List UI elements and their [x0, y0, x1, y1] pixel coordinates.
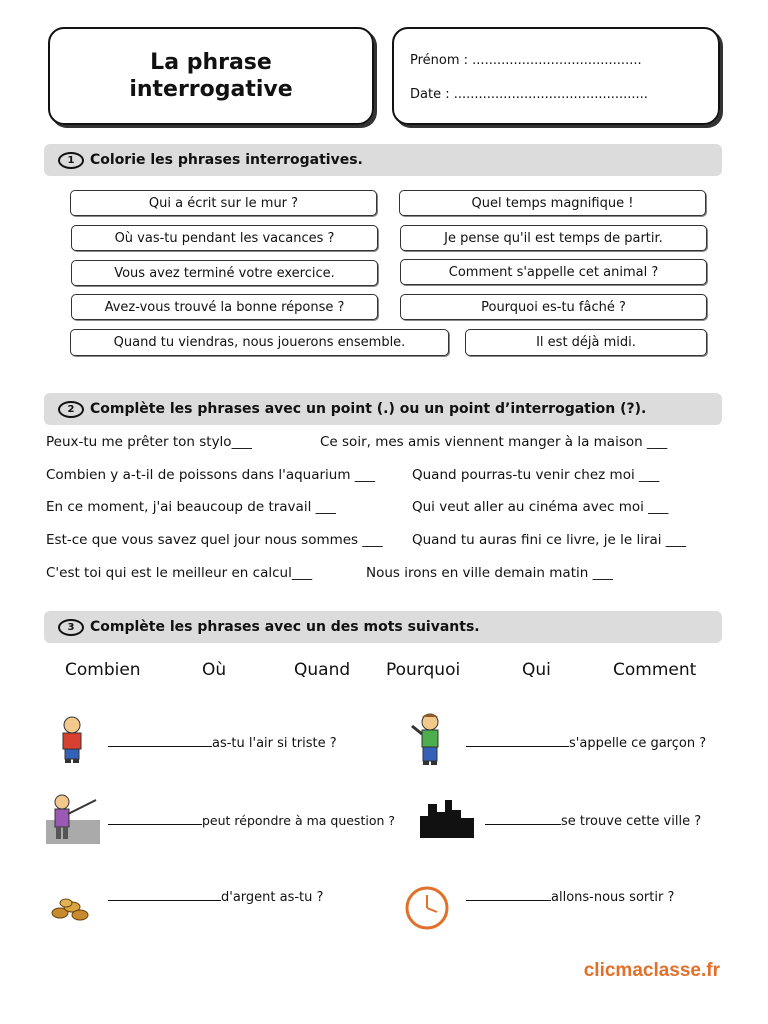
teacher-icon: [46, 792, 100, 844]
clock-icon: [404, 886, 450, 930]
fill-sentence[interactable]: [485, 812, 701, 829]
sentence-text: se trouve cette ville ?: [561, 814, 702, 829]
exercise-line[interactable]: Nous irons en ville demain matin ___: [366, 565, 613, 581]
section1-number: 1: [58, 152, 84, 169]
sentence-text: Quel temps magnifique !: [471, 195, 634, 211]
word-pourquoi: Pourquoi: [386, 660, 461, 680]
section2-title: Complète les phrases avec un point (.) ou un point d’interrogation (?).: [90, 401, 647, 417]
answer-blank[interactable]: [466, 734, 569, 747]
fill-sentence[interactable]: [466, 734, 706, 751]
page-title-line2: interrogative: [129, 77, 293, 102]
sentence-box[interactable]: [71, 260, 378, 286]
sentence-text: allons-nous sortir ?: [551, 890, 675, 905]
waving-boy-icon: [408, 712, 448, 768]
site-logo: clicmaclasse.fr: [583, 960, 720, 981]
sentence-text: Où vas-tu pendant les vacances ?: [114, 230, 335, 246]
word-quand: Quand: [294, 660, 351, 680]
title-box: [48, 27, 374, 125]
sentence-text: Vous avez terminé votre exercice.: [114, 265, 335, 281]
exercise-line[interactable]: C'est toi qui est le meilleur en calcul___: [46, 565, 313, 581]
exercise-line[interactable]: En ce moment, j'ai beaucoup de travail ___: [46, 499, 336, 515]
sentence-box[interactable]: [399, 190, 706, 216]
date-field: Date : ...............................................: [410, 87, 648, 102]
exercise-line[interactable]: Quand pourras-tu venir chez moi ___: [412, 467, 660, 483]
coins-icon: [50, 895, 90, 921]
exercise-line[interactable]: Combien y a-t-il de poissons dans l'aquarium ___: [46, 467, 376, 483]
exercise-line[interactable]: Quand tu auras fini ce livre, je le lirai ___: [412, 532, 687, 548]
answer-blank[interactable]: [485, 812, 561, 825]
sentence-text: as-tu l'air si triste ?: [212, 736, 337, 751]
answer-blank[interactable]: [108, 734, 212, 747]
sentence-box[interactable]: [71, 225, 378, 251]
answer-blank[interactable]: [466, 888, 551, 901]
sentence-text: Qui a écrit sur le mur ?: [148, 195, 299, 211]
sentence-text: s'appelle ce garçon ?: [569, 736, 707, 751]
sentence-text: Il est déjà midi.: [536, 335, 636, 350]
fill-sentence[interactable]: [108, 888, 323, 905]
word-comment: Comment: [613, 660, 697, 680]
section2-number: 2: [58, 401, 84, 418]
word-qui: Qui: [522, 660, 551, 680]
section2-header: [44, 393, 722, 425]
sentence-text: Quand tu viendras, nous jouerons ensemble.: [113, 335, 406, 350]
sentence-text: Je pense qu'il est temps de partir.: [444, 230, 663, 246]
exercise-line[interactable]: Peux-tu me prêter ton stylo___: [46, 434, 252, 450]
sentence-box[interactable]: [400, 294, 707, 320]
section3-title: Complète les phrases avec un des mots suivants.: [90, 619, 480, 635]
word-ou: Où: [202, 660, 227, 680]
sentence-text: peut répondre à ma question ?: [202, 813, 395, 828]
fill-sentence[interactable]: [108, 734, 337, 751]
sentence-text: Avez-vous trouvé la bonne réponse ?: [104, 299, 345, 315]
answer-blank[interactable]: [108, 812, 202, 825]
answer-blank[interactable]: [108, 888, 221, 901]
sentence-box[interactable]: [70, 190, 377, 216]
prenom-field: Prénom : .........................................: [410, 53, 642, 68]
fill-sentence[interactable]: [108, 812, 395, 828]
sentence-box[interactable]: [465, 329, 707, 356]
city-skyline-icon: [420, 798, 474, 838]
sentence-box[interactable]: [70, 329, 449, 356]
section1-title: Colorie les phrases interrogatives.: [90, 152, 363, 168]
section3-header: [44, 611, 722, 643]
sentence-text: d'argent as-tu ?: [221, 890, 324, 905]
sentence-text: Comment s'appelle cet animal ?: [448, 264, 659, 280]
section1-header: [44, 144, 722, 176]
sentence-box[interactable]: [71, 294, 378, 320]
student-info-box: [392, 27, 720, 125]
fill-sentence[interactable]: [466, 888, 674, 905]
boy-icon: [55, 715, 89, 765]
page-title-line1: La phrase: [150, 50, 272, 75]
exercise-line[interactable]: Est-ce que vous savez quel jour nous sommes ___: [46, 532, 383, 548]
sentence-box[interactable]: [400, 225, 707, 251]
sentence-box[interactable]: [400, 259, 707, 285]
exercise-line[interactable]: Qui veut aller au cinéma avec moi ___: [412, 499, 669, 515]
word-combien: Combien: [65, 660, 141, 680]
exercise-line[interactable]: Ce soir, mes amis viennent manger à la maison ___: [320, 434, 668, 450]
sentence-text: Pourquoi es-tu fâché ?: [481, 299, 626, 315]
section3-number: 3: [58, 619, 84, 636]
